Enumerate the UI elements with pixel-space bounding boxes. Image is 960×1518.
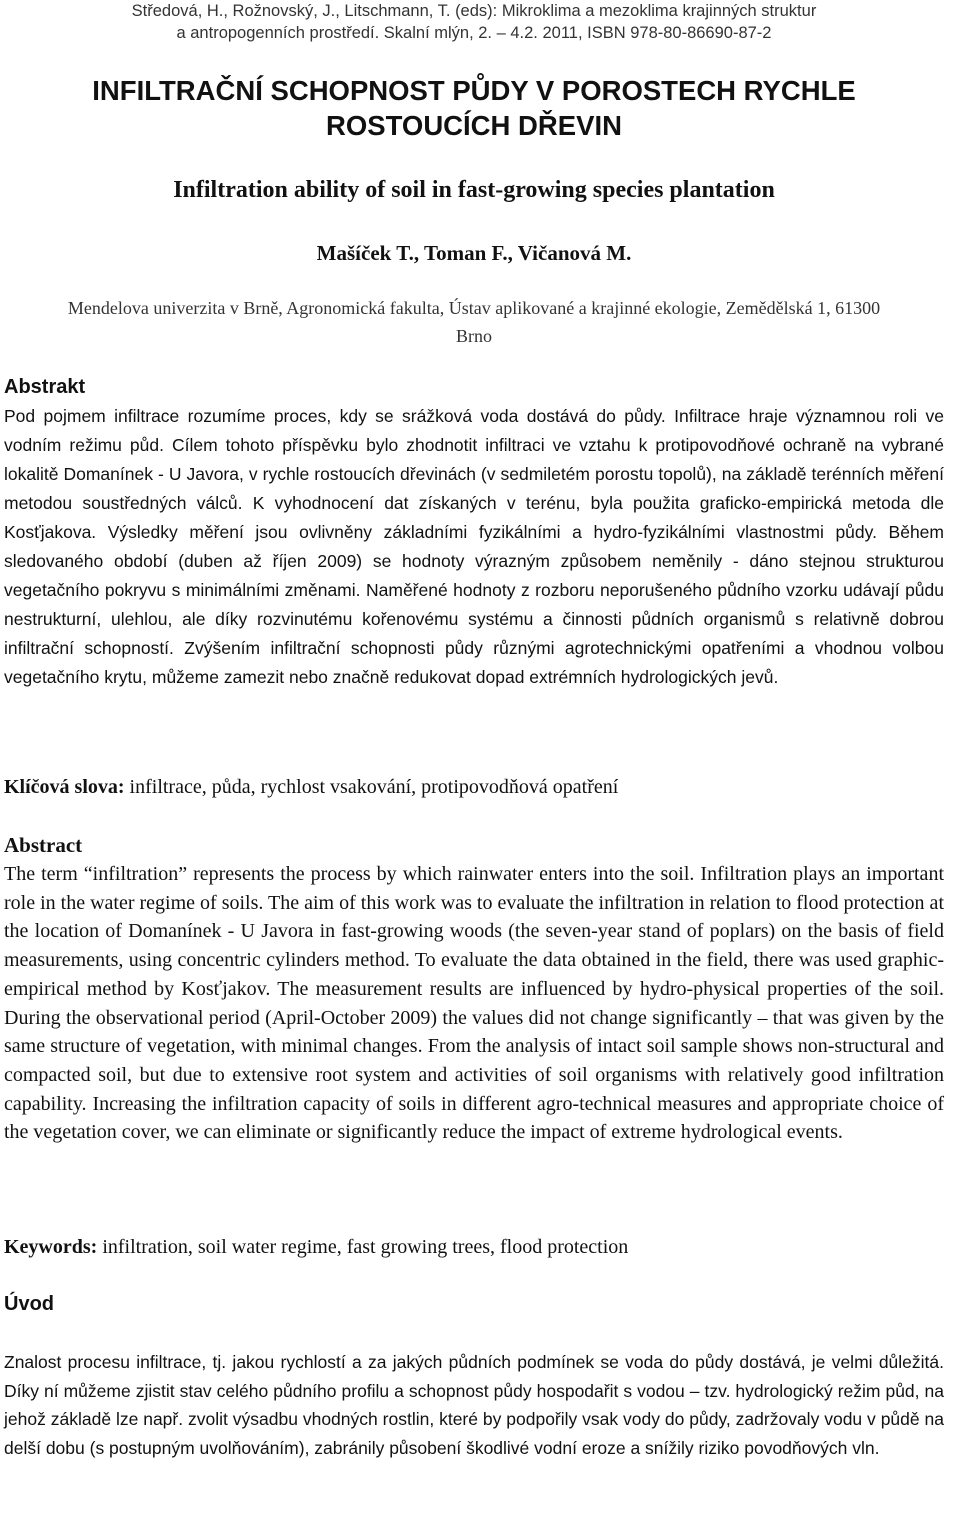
klicova-slova-label: Klíčová slova: (4, 776, 125, 798)
authors: Mašíček T., Toman F., Vičanová M. (316, 241, 632, 265)
keywords (4, 1233, 944, 1262)
affiliation-line-2: Brno (456, 326, 492, 346)
header-line-1: Středová, H., Rožnovský, J., Litschmann, T. (eds): Mikroklima a mezoklima krajinných struktur (131, 2, 817, 20)
klicova-slova-list: infiltrace, půda, rychlost vsakování, protipovodňová opatření (124, 776, 619, 798)
affiliation (4, 294, 944, 350)
title-line-2: ROSTOUCÍCH DŘEVIN (326, 110, 622, 141)
abstract-heading: Abstract (4, 833, 83, 857)
paper-title (4, 73, 944, 143)
affiliation-line-1: Mendelova univerzita v Brně, Agronomická fakulta, Ústav aplikované a krajinné ekologie, Zemědělská 1, 61300 (67, 298, 881, 318)
abstrakt-heading: Abstrakt (4, 376, 86, 398)
keywords-label: Keywords: (4, 1236, 98, 1258)
uvod-text: Znalost procesu infiltrace, tj. jakou rychlostí a za jakých půdních podmínek se voda do půdy dostává, je velmi důležitá. Díky ní můžeme zjistit stav celého půdního profilu a schopnost půdy hospodařit s vodou – tzv. hydrologický režim půd, na jehož základě lze např. zvolit výsadbu vhodných rostlin, které by podpořily vsak vody do půdy, zadržovaly vodu v půdě na delší dobu (s postupným uvolňováním), zabránily působení škodlivé vodní eroze a snížily riziko povodňových vln. (4, 1352, 944, 1458)
keywords-list: infiltration, soil water regime, fast growing trees, flood protection (97, 1236, 629, 1258)
title-line-1: INFILTRAČNÍ SCHOPNOST PŮDY V POROSTECH RYCHLE (92, 75, 856, 106)
header-line-2: a antropogenních prostředí. Skalní mlýn, 2. – 4.2. 2011, ISBN 978-80-86690-87-2 (176, 24, 772, 42)
abstract-text: The term “infiltration” represents the process by which rainwater enters into the soil. Infiltration plays an important role in the water regime of soils. The aim of this work was to evaluate the infiltration in relation to flood protection at the location of Domanínek - U Javora in fast-growing woods (the seven-year stand of poplars) on the basis of field measurements, using concentric cylinders method. To evaluate the data obtained in the field, there was used graphic-empirical method by Kosťjakov. The measurement results are influenced by hydro-physical properties of the soil. During the observational period (April-October 2009) the values did not change significantly – that was given by the same structure of vegetation, with minimal changes. From the analysis of intact soil sample shows non-structural and compacted soil, but due to extensive root system and activities of soil organisms with relatively good infiltration capability. Increasing the infiltration capacity of soils in different agro-technical measures and appropriate choice of the vegetation cover, we can eliminate or significantly reduce the impact of extreme hydrological events. (4, 863, 944, 1144)
abstrakt-text: Pod pojmem infiltrace rozumíme proces, kdy se srážková voda dostává do půdy. Infiltrace hraje významnou roli ve vodním režimu půd. Cílem tohoto příspěvku bylo zhodnotit infiltraci ve vztahu k protipovodňové ochraně na vybrané lokalitě Domanínek - U Javora, v rychle rostoucích dřevinách (v sedmiletém porostu topolů), na základě terénních měření metodou soustředných válců. K vyhodnocení dat získaných v terénu, byla použita graficko-empirická metoda dle Kosťjakova. Výsledky měření jsou ovlivněny základními fyzikálními a hydro-fyzikálními vlastnostmi půdy. Během sledovaného období (duben až říjen 2009) se hodnoty výrazným způsobem neměnily - dáno stejnou strukturou vegetačního pokryvu s minimálními změnami. Naměřené hodnoty z rozboru neporušeného půdního vzorku udávají půdu nestrukturní, ulehlou, ale díky rozvinutému kořenovému systému a činnosti půdních organismů s relativně dobrou infiltrační schopností. Zvýšením infiltrační schopnosti půdy různými agrotechnickými opatřeními a vhodnou volbou vegetačního krytu, můžeme zamezit nebo značně redukovat dopad extrémních hydrologických jevů. (4, 406, 944, 687)
proceedings-header (4, 0, 944, 44)
klicova-slova (4, 773, 944, 802)
uvod-heading: Úvod (4, 1293, 54, 1315)
english-title: Infiltration ability of soil in fast-growing species plantation (173, 177, 775, 203)
